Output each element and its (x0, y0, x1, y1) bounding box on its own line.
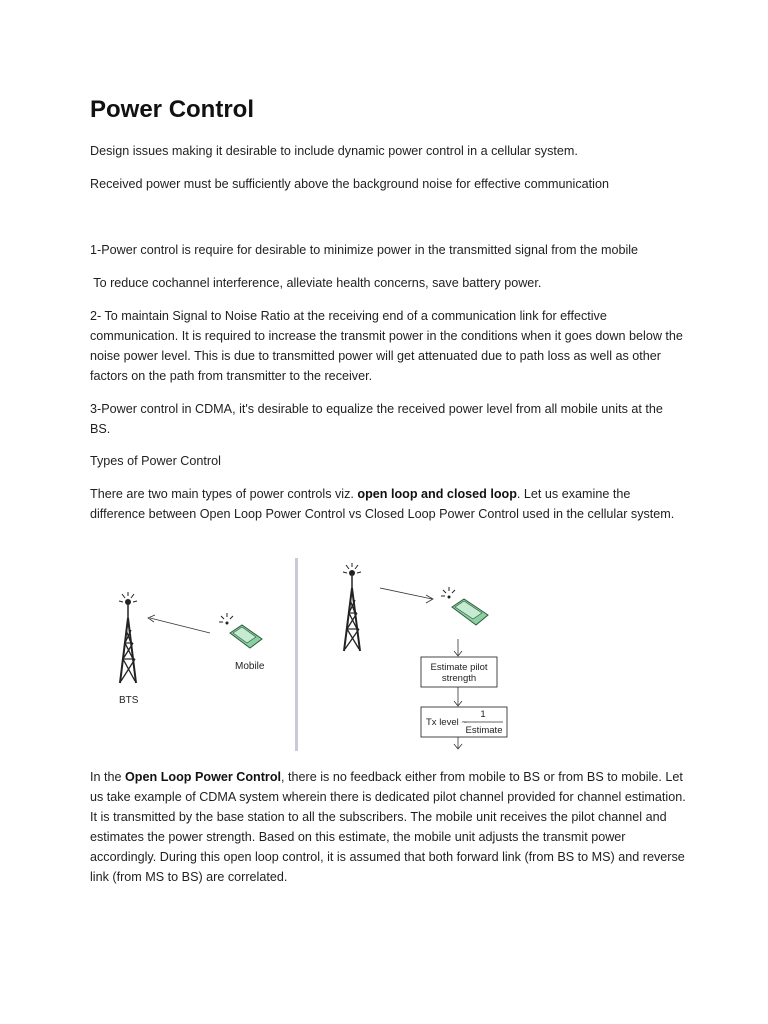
intro-line-1: Design issues making it desirable to include dynamic power control in a cellular system. (90, 144, 578, 158)
flow-connector-2 (454, 687, 462, 706)
estimate-box-line1: Estimate pilot (430, 662, 488, 673)
intro-line-2: Received power must be sufficiently above the background noise for effective communication (90, 177, 609, 191)
flow-connector-3 (454, 737, 462, 749)
flow-connector-1 (454, 639, 462, 656)
fraction-denominator: Estimate (465, 725, 503, 736)
types-paragraph (90, 484, 686, 524)
left-mobile-phone-icon (219, 613, 262, 648)
right-bts-tower (343, 563, 361, 651)
fraction-numerator: 1 (480, 709, 486, 720)
point-1-detail: To reduce cochannel interference, alleviate health concerns, save battery power. (90, 276, 542, 290)
open-loop-text-bold: Open Loop Power Control (125, 770, 282, 784)
tx-level-label: Tx level ~ (426, 717, 467, 728)
page-title: Power Control (90, 96, 255, 123)
open-loop-text-after: , there is no feedback either from mobile to BS or from BS to mobile. Let us take example of CDMA system wherein there is dedicated pilot channel provided for channel estimation. It is transmitted by the base station to all the subscribers. The mobile unit receives the pilot channel and estimates the power strength. Based on this estimate, the mobile unit adjusts the transmit power accordingly. During this open loop control, it is assumed that both forward link (from BS to MS) and reverse link (from MS to BS) are correlated. (90, 770, 686, 884)
left-bts-tower (119, 592, 137, 683)
point-1: 1-Power control is require for desirable to minimize power in the transmitted signal from the mobile (90, 243, 639, 257)
point-3: 3-Power control in CDMA, it's desirable to equalize the received power level from all mobile units at the BS. (90, 402, 663, 436)
mobile-label: Mobile (235, 661, 265, 672)
power-control-diagram (90, 555, 690, 755)
right-arrow-bts-to-mobile (380, 588, 433, 603)
types-text-before: There are two main types of power controls viz. (90, 487, 358, 501)
estimate-box-line2: strength (441, 673, 477, 684)
types-heading: Types of Power Control (90, 454, 221, 468)
right-mobile-phone-icon (441, 587, 488, 625)
left-arrow-mobile-to-bts (148, 615, 210, 633)
panel-divider (295, 558, 298, 751)
point-2: 2- To maintain Signal to Noise Ratio at the receiving end of a communication link for effective communication. It is required to increase the transmit power in the conditions when it goes down below the noise power level. This is due to transmitted power will get attenuated due to path loss as well as other factors on the path from transmitter to the receiver. (90, 309, 683, 383)
bts-label: BTS (119, 695, 139, 706)
open-loop-paragraph (90, 767, 686, 887)
open-loop-text-before: In the (90, 770, 126, 784)
types-text-after: . Let us examine the difference between Open Loop Power Control vs Closed Loop Power Control used in the cellular system. (90, 487, 675, 521)
types-text-bold: open loop and closed loop (357, 487, 517, 501)
